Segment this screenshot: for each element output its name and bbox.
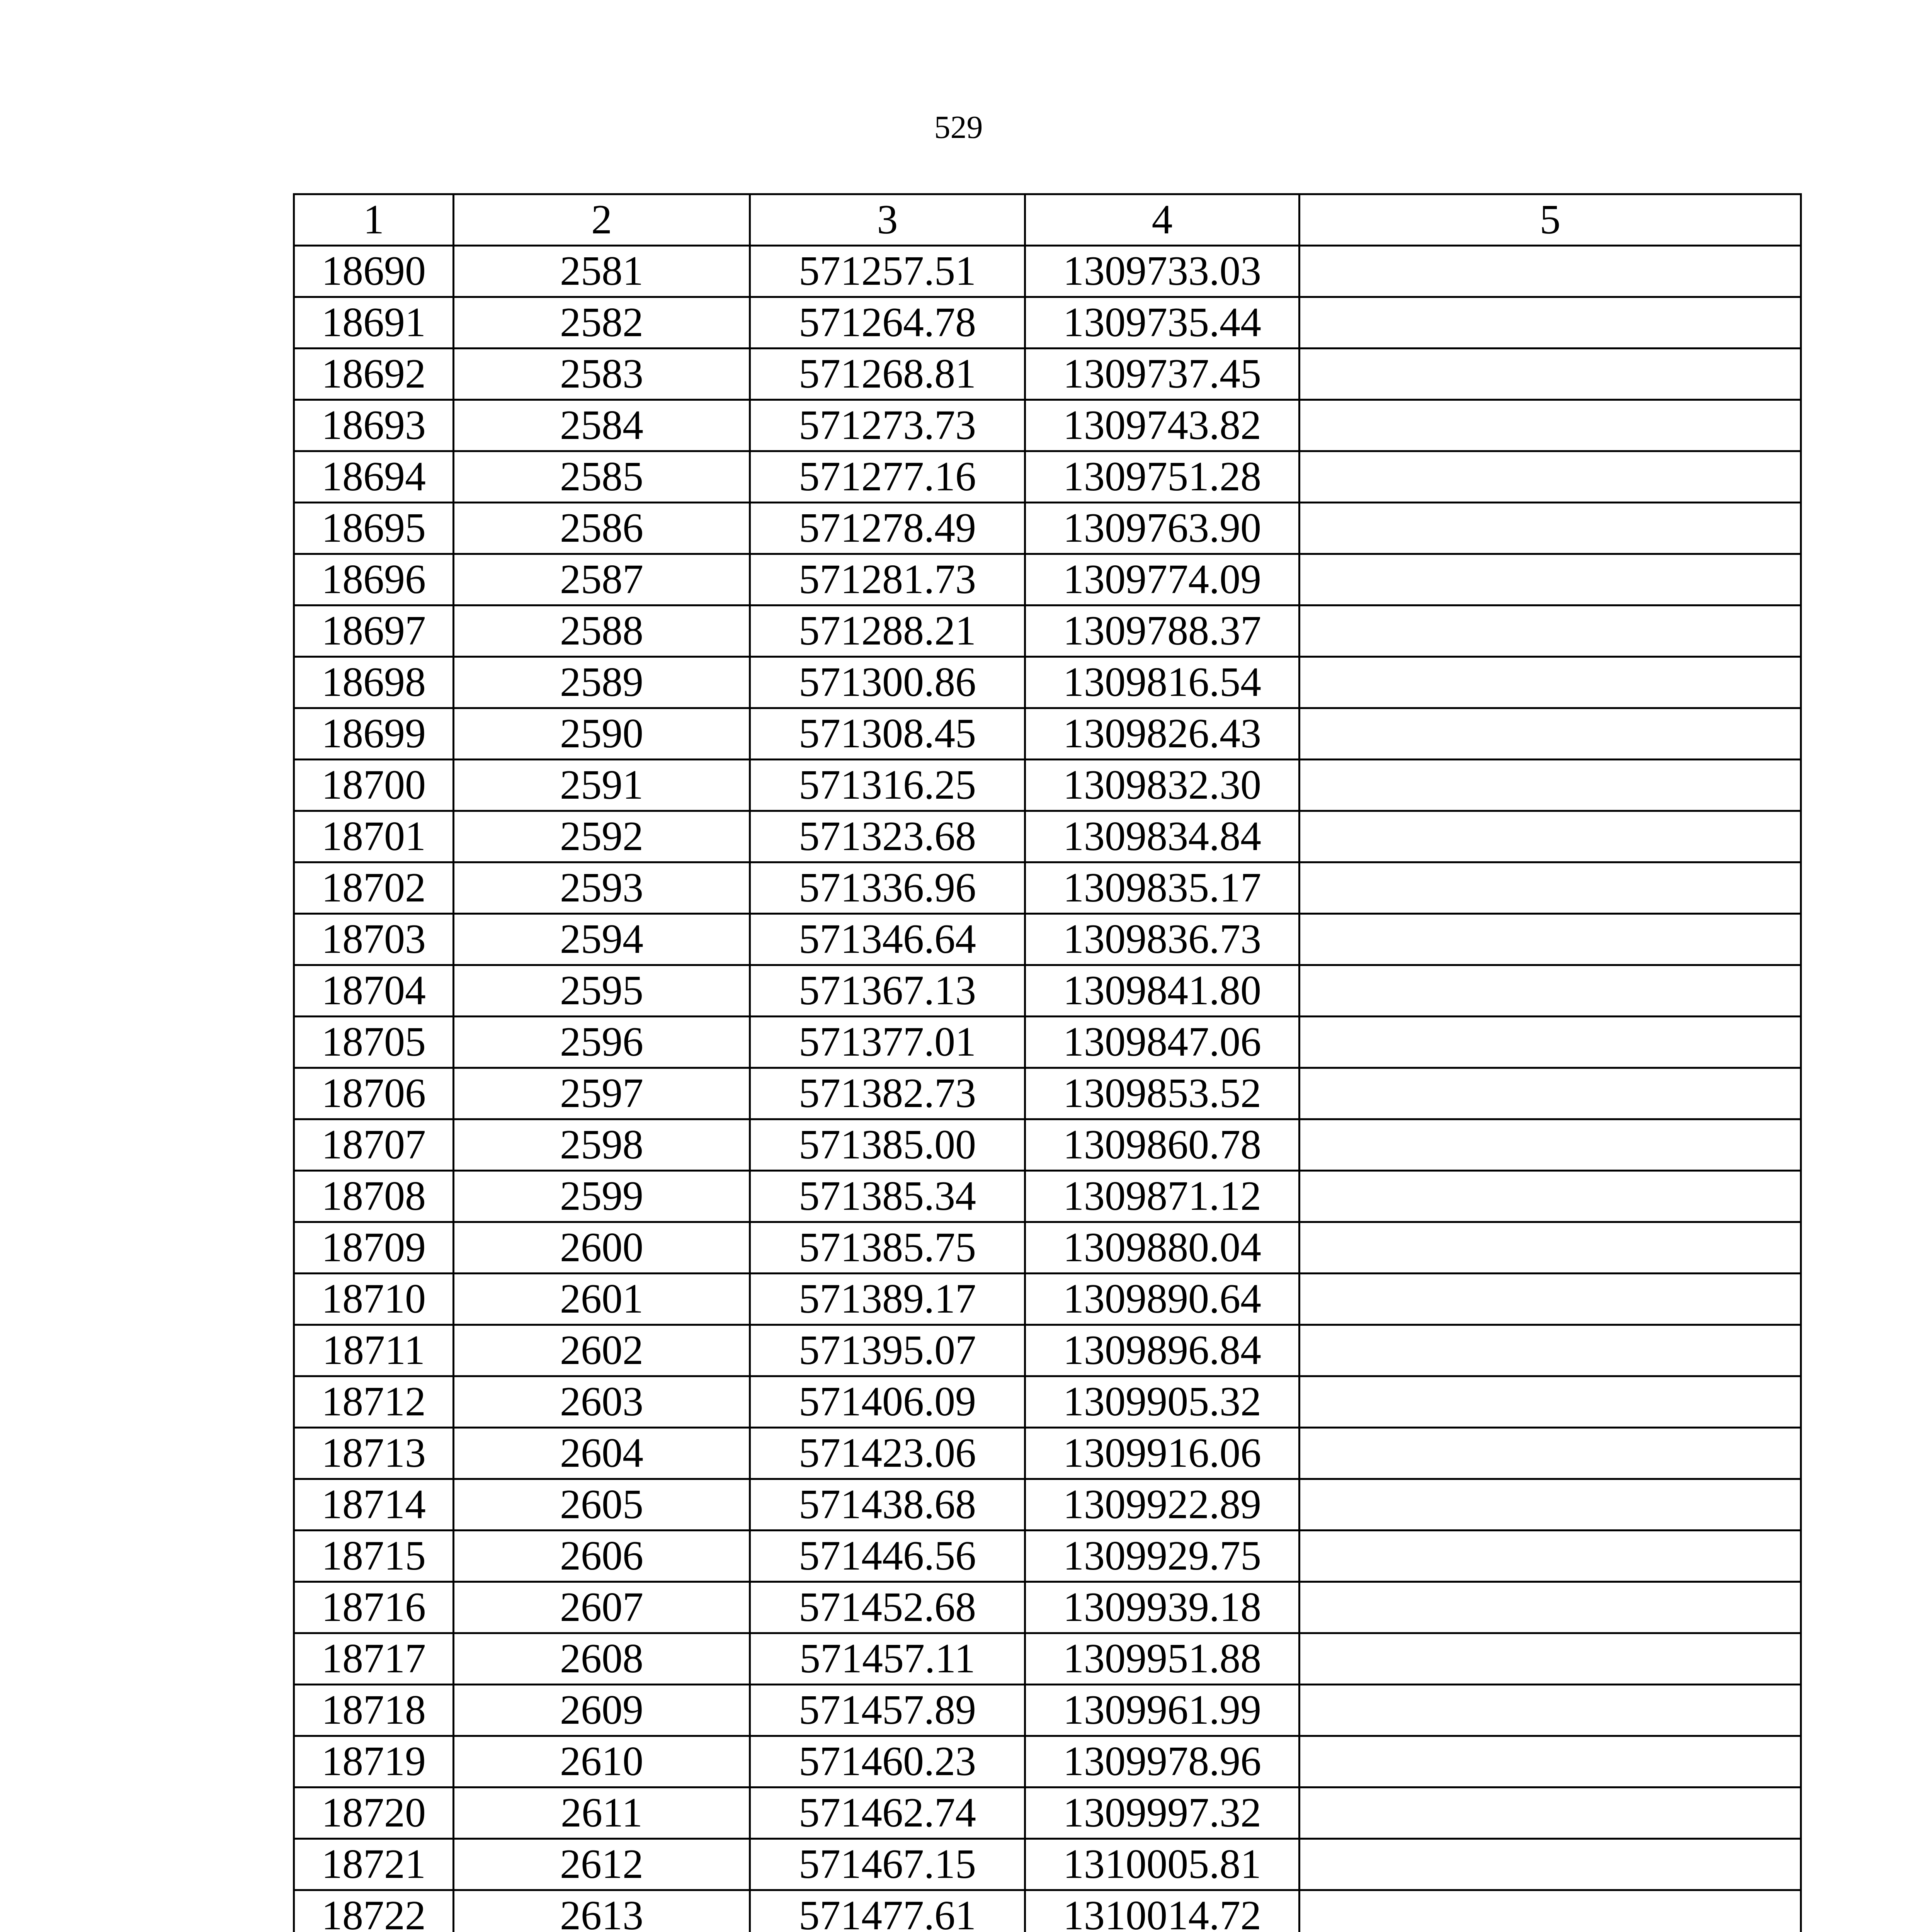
cell-point-number: 2612 xyxy=(454,1839,750,1890)
cell-point-number: 2594 xyxy=(454,914,750,965)
cell-index: 18699 xyxy=(294,708,454,760)
table-row xyxy=(294,1839,1801,1890)
cell-notes xyxy=(1300,1685,1801,1736)
table-row xyxy=(294,1582,1801,1633)
cell-y-coordinate: 1309737.45 xyxy=(1025,349,1300,400)
cell-y-coordinate: 1309860.78 xyxy=(1025,1119,1300,1171)
table-row xyxy=(294,1017,1801,1068)
cell-x-coordinate: 571316.25 xyxy=(750,760,1025,811)
cell-index: 18721 xyxy=(294,1839,454,1890)
cell-y-coordinate: 1309951.88 xyxy=(1025,1633,1300,1685)
cell-index: 18720 xyxy=(294,1787,454,1839)
cell-y-coordinate: 1309735.44 xyxy=(1025,297,1300,349)
cell-point-number: 2581 xyxy=(454,246,750,297)
cell-y-coordinate: 1309916.06 xyxy=(1025,1428,1300,1479)
cell-point-number: 2591 xyxy=(454,760,750,811)
coordinates-table xyxy=(293,193,1802,1932)
cell-y-coordinate: 1310014.72 xyxy=(1025,1890,1300,1932)
table-row xyxy=(294,246,1801,297)
cell-x-coordinate: 571477.61 xyxy=(750,1890,1025,1932)
table-row xyxy=(294,1633,1801,1685)
cell-point-number: 2582 xyxy=(454,297,750,349)
cell-notes xyxy=(1300,1633,1801,1685)
table-row xyxy=(294,657,1801,708)
cell-index: 18690 xyxy=(294,246,454,297)
cell-index: 18693 xyxy=(294,400,454,451)
cell-notes xyxy=(1300,246,1801,297)
cell-x-coordinate: 571257.51 xyxy=(750,246,1025,297)
cell-x-coordinate: 571367.13 xyxy=(750,965,1025,1017)
cell-point-number: 2607 xyxy=(454,1582,750,1633)
cell-y-coordinate: 1309896.84 xyxy=(1025,1325,1300,1376)
cell-index: 18691 xyxy=(294,297,454,349)
cell-index: 18695 xyxy=(294,503,454,554)
cell-index: 18711 xyxy=(294,1325,454,1376)
cell-index: 18709 xyxy=(294,1222,454,1274)
table-row xyxy=(294,1068,1801,1119)
cell-index: 18715 xyxy=(294,1531,454,1582)
table-row xyxy=(294,914,1801,965)
cell-notes xyxy=(1300,503,1801,554)
cell-x-coordinate: 571264.78 xyxy=(750,297,1025,349)
cell-point-number: 2590 xyxy=(454,708,750,760)
cell-index: 18704 xyxy=(294,965,454,1017)
table-header xyxy=(294,194,1801,246)
column-header: 1 xyxy=(294,194,454,246)
cell-notes xyxy=(1300,1839,1801,1890)
cell-point-number: 2613 xyxy=(454,1890,750,1932)
cell-y-coordinate: 1309905.32 xyxy=(1025,1376,1300,1428)
table-row xyxy=(294,1787,1801,1839)
table-row xyxy=(294,554,1801,605)
cell-notes xyxy=(1300,1479,1801,1531)
cell-x-coordinate: 571452.68 xyxy=(750,1582,1025,1633)
cell-notes xyxy=(1300,1376,1801,1428)
cell-x-coordinate: 571389.17 xyxy=(750,1274,1025,1325)
cell-x-coordinate: 571423.06 xyxy=(750,1428,1025,1479)
cell-x-coordinate: 571300.86 xyxy=(750,657,1025,708)
table-row xyxy=(294,400,1801,451)
cell-y-coordinate: 1309733.03 xyxy=(1025,246,1300,297)
cell-y-coordinate: 1309836.73 xyxy=(1025,914,1300,965)
cell-point-number: 2604 xyxy=(454,1428,750,1479)
cell-x-coordinate: 571406.09 xyxy=(750,1376,1025,1428)
cell-index: 18717 xyxy=(294,1633,454,1685)
cell-y-coordinate: 1309871.12 xyxy=(1025,1171,1300,1222)
table-row xyxy=(294,1428,1801,1479)
cell-x-coordinate: 571438.68 xyxy=(750,1479,1025,1531)
table-row xyxy=(294,1222,1801,1274)
table-row xyxy=(294,605,1801,657)
cell-notes xyxy=(1300,708,1801,760)
cell-notes xyxy=(1300,1890,1801,1932)
column-header: 4 xyxy=(1025,194,1300,246)
cell-notes xyxy=(1300,1428,1801,1479)
cell-notes xyxy=(1300,297,1801,349)
cell-x-coordinate: 571385.34 xyxy=(750,1171,1025,1222)
cell-y-coordinate: 1309774.09 xyxy=(1025,554,1300,605)
cell-x-coordinate: 571278.49 xyxy=(750,503,1025,554)
table-row xyxy=(294,1890,1801,1932)
table-body xyxy=(294,246,1801,1932)
cell-y-coordinate: 1309847.06 xyxy=(1025,1017,1300,1068)
cell-y-coordinate: 1309853.52 xyxy=(1025,1068,1300,1119)
cell-index: 18706 xyxy=(294,1068,454,1119)
cell-x-coordinate: 571385.75 xyxy=(750,1222,1025,1274)
table-row xyxy=(294,1119,1801,1171)
cell-x-coordinate: 571462.74 xyxy=(750,1787,1025,1839)
cell-point-number: 2608 xyxy=(454,1633,750,1685)
cell-y-coordinate: 1309826.43 xyxy=(1025,708,1300,760)
cell-x-coordinate: 571281.73 xyxy=(750,554,1025,605)
cell-y-coordinate: 1309743.82 xyxy=(1025,400,1300,451)
header-row xyxy=(294,194,1801,246)
cell-x-coordinate: 571323.68 xyxy=(750,811,1025,862)
cell-index: 18707 xyxy=(294,1119,454,1171)
cell-index: 18694 xyxy=(294,451,454,503)
cell-point-number: 2605 xyxy=(454,1479,750,1531)
cell-y-coordinate: 1309997.32 xyxy=(1025,1787,1300,1839)
cell-notes xyxy=(1300,657,1801,708)
cell-x-coordinate: 571457.11 xyxy=(750,1633,1025,1685)
table-row xyxy=(294,965,1801,1017)
table-row xyxy=(294,1376,1801,1428)
cell-point-number: 2601 xyxy=(454,1274,750,1325)
cell-point-number: 2600 xyxy=(454,1222,750,1274)
cell-notes xyxy=(1300,400,1801,451)
cell-x-coordinate: 571446.56 xyxy=(750,1531,1025,1582)
cell-x-coordinate: 571346.64 xyxy=(750,914,1025,965)
cell-y-coordinate: 1309961.99 xyxy=(1025,1685,1300,1736)
column-header: 3 xyxy=(750,194,1025,246)
cell-notes xyxy=(1300,1531,1801,1582)
cell-index: 18696 xyxy=(294,554,454,605)
cell-y-coordinate: 1309763.90 xyxy=(1025,503,1300,554)
cell-x-coordinate: 571277.16 xyxy=(750,451,1025,503)
table-row xyxy=(294,1274,1801,1325)
cell-y-coordinate: 1309834.84 xyxy=(1025,811,1300,862)
cell-index: 18722 xyxy=(294,1890,454,1932)
cell-y-coordinate: 1309832.30 xyxy=(1025,760,1300,811)
cell-point-number: 2588 xyxy=(454,605,750,657)
cell-x-coordinate: 571336.96 xyxy=(750,862,1025,914)
cell-point-number: 2586 xyxy=(454,503,750,554)
table-row xyxy=(294,811,1801,862)
cell-y-coordinate: 1309922.89 xyxy=(1025,1479,1300,1531)
cell-notes xyxy=(1300,1119,1801,1171)
cell-notes xyxy=(1300,1274,1801,1325)
cell-y-coordinate: 1309939.18 xyxy=(1025,1582,1300,1633)
cell-y-coordinate: 1309978.96 xyxy=(1025,1736,1300,1787)
cell-x-coordinate: 571457.89 xyxy=(750,1685,1025,1736)
cell-notes xyxy=(1300,605,1801,657)
cell-index: 18716 xyxy=(294,1582,454,1633)
cell-index: 18702 xyxy=(294,862,454,914)
cell-notes xyxy=(1300,1325,1801,1376)
cell-index: 18719 xyxy=(294,1736,454,1787)
cell-notes xyxy=(1300,1017,1801,1068)
cell-y-coordinate: 1309880.04 xyxy=(1025,1222,1300,1274)
table-row xyxy=(294,862,1801,914)
cell-point-number: 2592 xyxy=(454,811,750,862)
cell-notes xyxy=(1300,1736,1801,1787)
column-header: 2 xyxy=(454,194,750,246)
cell-point-number: 2584 xyxy=(454,400,750,451)
column-header: 5 xyxy=(1300,194,1801,246)
cell-notes xyxy=(1300,862,1801,914)
cell-point-number: 2598 xyxy=(454,1119,750,1171)
cell-x-coordinate: 571460.23 xyxy=(750,1736,1025,1787)
table-row xyxy=(294,503,1801,554)
cell-index: 18714 xyxy=(294,1479,454,1531)
cell-point-number: 2587 xyxy=(454,554,750,605)
cell-y-coordinate: 1310005.81 xyxy=(1025,1839,1300,1890)
page-number: 529 xyxy=(934,109,983,145)
cell-index: 18698 xyxy=(294,657,454,708)
cell-notes xyxy=(1300,1171,1801,1222)
cell-y-coordinate: 1309788.37 xyxy=(1025,605,1300,657)
cell-index: 18710 xyxy=(294,1274,454,1325)
cell-point-number: 2597 xyxy=(454,1068,750,1119)
cell-point-number: 2596 xyxy=(454,1017,750,1068)
cell-notes xyxy=(1300,1787,1801,1839)
table-row xyxy=(294,760,1801,811)
cell-point-number: 2593 xyxy=(454,862,750,914)
cell-x-coordinate: 571288.21 xyxy=(750,605,1025,657)
cell-x-coordinate: 571273.73 xyxy=(750,400,1025,451)
cell-index: 18713 xyxy=(294,1428,454,1479)
cell-y-coordinate: 1309841.80 xyxy=(1025,965,1300,1017)
cell-point-number: 2583 xyxy=(454,349,750,400)
cell-y-coordinate: 1309890.64 xyxy=(1025,1274,1300,1325)
cell-notes xyxy=(1300,349,1801,400)
cell-index: 18697 xyxy=(294,605,454,657)
cell-index: 18712 xyxy=(294,1376,454,1428)
cell-index: 18708 xyxy=(294,1171,454,1222)
cell-y-coordinate: 1309835.17 xyxy=(1025,862,1300,914)
cell-notes xyxy=(1300,965,1801,1017)
cell-x-coordinate: 571395.07 xyxy=(750,1325,1025,1376)
cell-x-coordinate: 571308.45 xyxy=(750,708,1025,760)
cell-point-number: 2589 xyxy=(454,657,750,708)
cell-index: 18701 xyxy=(294,811,454,862)
cell-x-coordinate: 571377.01 xyxy=(750,1017,1025,1068)
cell-point-number: 2595 xyxy=(454,965,750,1017)
cell-notes xyxy=(1300,811,1801,862)
table-row xyxy=(294,1171,1801,1222)
cell-point-number: 2585 xyxy=(454,451,750,503)
cell-notes xyxy=(1300,1582,1801,1633)
cell-point-number: 2603 xyxy=(454,1376,750,1428)
cell-index: 18705 xyxy=(294,1017,454,1068)
cell-index: 18700 xyxy=(294,760,454,811)
table-row xyxy=(294,1736,1801,1787)
cell-index: 18703 xyxy=(294,914,454,965)
cell-notes xyxy=(1300,1222,1801,1274)
cell-x-coordinate: 571268.81 xyxy=(750,349,1025,400)
cell-point-number: 2610 xyxy=(454,1736,750,1787)
cell-index: 18692 xyxy=(294,349,454,400)
table-row xyxy=(294,708,1801,760)
cell-point-number: 2606 xyxy=(454,1531,750,1582)
table-row xyxy=(294,1325,1801,1376)
table-row xyxy=(294,349,1801,400)
table-row xyxy=(294,1479,1801,1531)
cell-y-coordinate: 1309929.75 xyxy=(1025,1531,1300,1582)
cell-x-coordinate: 571467.15 xyxy=(750,1839,1025,1890)
cell-notes xyxy=(1300,554,1801,605)
cell-notes xyxy=(1300,914,1801,965)
cell-index: 18718 xyxy=(294,1685,454,1736)
cell-point-number: 2599 xyxy=(454,1171,750,1222)
cell-y-coordinate: 1309816.54 xyxy=(1025,657,1300,708)
cell-x-coordinate: 571382.73 xyxy=(750,1068,1025,1119)
cell-point-number: 2611 xyxy=(454,1787,750,1839)
cell-x-coordinate: 571385.00 xyxy=(750,1119,1025,1171)
table-row xyxy=(294,297,1801,349)
cell-point-number: 2609 xyxy=(454,1685,750,1736)
cell-point-number: 2602 xyxy=(454,1325,750,1376)
cell-notes xyxy=(1300,760,1801,811)
table-row xyxy=(294,1685,1801,1736)
cell-y-coordinate: 1309751.28 xyxy=(1025,451,1300,503)
cell-notes xyxy=(1300,1068,1801,1119)
cell-notes xyxy=(1300,451,1801,503)
table-row xyxy=(294,451,1801,503)
table-row xyxy=(294,1531,1801,1582)
